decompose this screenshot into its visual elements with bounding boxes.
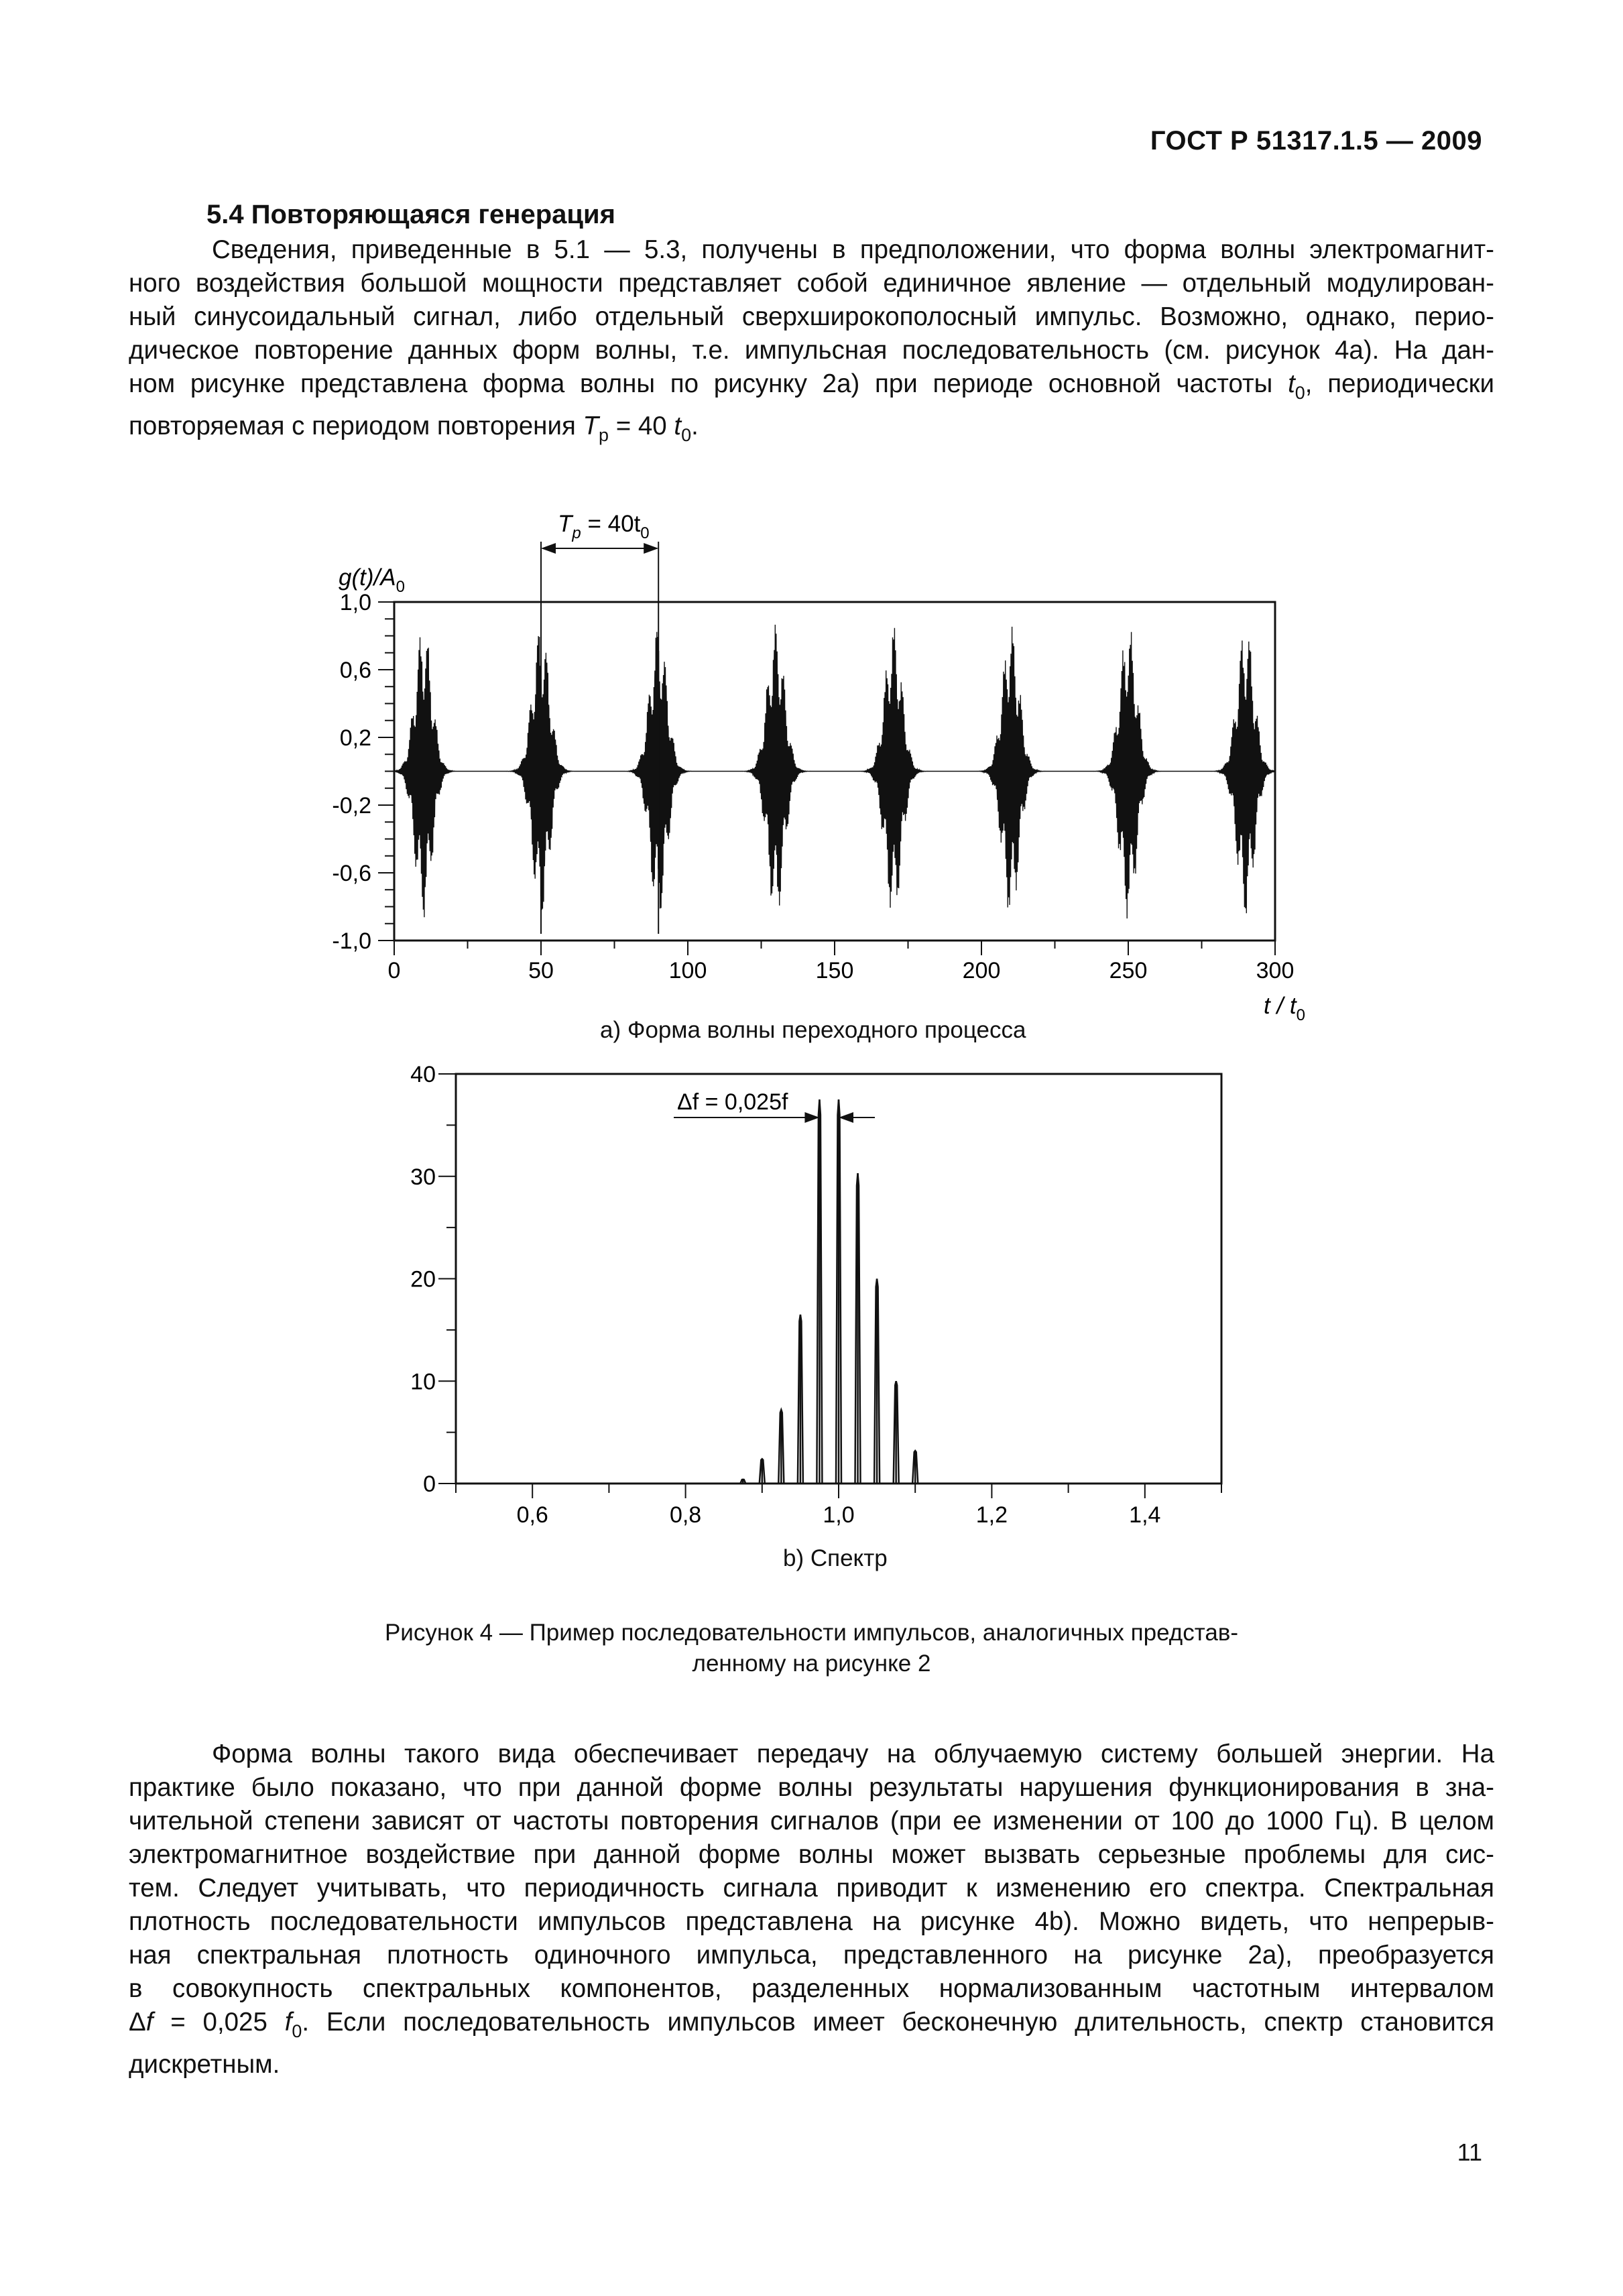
paragraph-line: ный синусоидальный сигнал, либо отдельный сверхширокополосный импульс. Возможно, однако, перио- xyxy=(129,302,1494,331)
y-tick-label: 10 xyxy=(410,1369,436,1395)
x-tick-label: 1,2 xyxy=(975,1502,1008,1528)
page-number: 11 xyxy=(1457,2138,1482,2166)
x-tick-label: 150 xyxy=(815,958,854,983)
subscript: 0 xyxy=(1295,383,1305,403)
x-tick-label: 0,8 xyxy=(669,1502,702,1528)
spacing-arrow-head xyxy=(804,1112,819,1123)
paragraph-line: в совокупность спектральных компонентов, разделенных нормализованным частотным интервалом xyxy=(129,1974,1494,2003)
x-tick-label: 0 xyxy=(387,958,401,983)
label-part: 0 xyxy=(1296,1006,1305,1024)
paragraph-line: электромагнитное воздействие при данной форме волны может вызвать серьезные проблемы для сис- xyxy=(129,1840,1494,1869)
delta-symbol: Δ xyxy=(129,2008,146,2037)
paragraph-line-tail: . Если последовательность импульсов имеет бесконечную длительность, спектр становится xyxy=(302,2008,1494,2037)
label-part: t / t xyxy=(1264,993,1297,1019)
paragraph-line: плотность последовательности импульсов представлена на рисунке 4b). Можно видеть, что непрерыв- xyxy=(129,1907,1494,1936)
y-tick-label: 30 xyxy=(410,1164,436,1190)
paragraph-line: дискретным. xyxy=(129,2050,280,2079)
figure-a-caption: а) Форма волны переходного процесса xyxy=(600,1017,1026,1043)
y-tick-label: 40 xyxy=(410,1062,436,1087)
equals-value: = 0,025 xyxy=(153,2008,285,2037)
paragraph-line: ная спектральная плотность одиночного импульса, представленного на рисунке 2а), преобразуется xyxy=(129,1941,1494,1970)
paragraph-line: практике было показано, что при данной форме волны результаты нарушения функционирования в зна- xyxy=(129,1773,1494,1802)
symbol-T: T xyxy=(583,412,599,440)
paragraph-line: тем. Следует учитывать, что периодичность сигнала приводит к изменению его спектра. Спектральная xyxy=(129,1874,1494,1902)
symbol-t: t xyxy=(1288,369,1295,398)
paragraph-line-text: повторяемая с периодом повторения xyxy=(129,412,576,440)
document-code-header: ГОСТ Р 51317.1.5 — 2009 xyxy=(1150,126,1482,156)
figure-caption-line: Рисунок 4 — Пример последовательности импульсов, аналогичных представ- xyxy=(384,1620,1239,1646)
label-part: T xyxy=(558,511,573,537)
spectrum-chart-group xyxy=(410,1062,1221,1528)
paragraph-line: Форма волны такого вида обеспечивает передачу на облучаемую систему большей энергии. На xyxy=(212,1740,1494,1768)
label-part: = 40t xyxy=(581,511,641,537)
y-tick-label: -0,6 xyxy=(332,861,371,886)
label-part: p xyxy=(572,524,581,542)
x-tick-label: 1,0 xyxy=(823,1502,855,1528)
paragraph-line-tail: = 40 xyxy=(609,412,674,440)
x-tick-label: 1,4 xyxy=(1129,1502,1161,1528)
y-tick-label: 20 xyxy=(410,1266,436,1292)
section-heading: 5.4 Повторяющаяся генерация xyxy=(206,200,615,229)
subscript: 0 xyxy=(292,2021,302,2041)
y-tick-label: 0,6 xyxy=(339,658,371,683)
subscript: 0 xyxy=(681,425,692,445)
x-tick-label: 300 xyxy=(1256,958,1295,983)
subscript: p xyxy=(599,425,609,445)
y-tick-label: 0,2 xyxy=(339,725,371,751)
x-tick-label: 50 xyxy=(528,958,554,983)
label-part: 0 xyxy=(640,524,650,542)
paragraph-line: Сведения, приведенные в 5.1 — 5.3, получены в предположении, что форма волны электромагнит- xyxy=(212,235,1494,264)
figure-caption xyxy=(0,1618,1623,1679)
paragraph-line-9 xyxy=(129,2006,1494,2048)
paragraph-line-tail: , периодически xyxy=(1305,369,1494,398)
paragraph-line: чительной степени зависят от частоты повторения сигналов (при ее изменении от 100 до 1000 Гц). В целом xyxy=(129,1807,1494,1835)
paragraph-conclusion xyxy=(129,1738,1494,2081)
spacing-arrow-head xyxy=(839,1112,853,1123)
paragraph-line: ного воздействия большой мощности представляет собой единичное явление — отдельный модулирован- xyxy=(129,269,1494,298)
x-tick-label: 0,6 xyxy=(516,1502,548,1528)
y-tick-label: -1,0 xyxy=(332,928,371,954)
x-tick-label: 200 xyxy=(962,958,1001,983)
figure-b-caption: b) Спектр xyxy=(783,1545,888,1571)
label-part: 0 xyxy=(396,578,405,596)
spacing-annotation: Δf = 0,025f xyxy=(677,1089,788,1115)
paragraph-line-text: ном рисунке представлена форма волны по рисунку 2а) при периоде основной частоты xyxy=(129,369,1273,398)
x-tick-label: 100 xyxy=(668,958,707,983)
symbol-f: f xyxy=(284,2008,292,2037)
y-tick-label: 1,0 xyxy=(339,590,371,615)
label-part: g(t)/A xyxy=(339,564,396,591)
figure-caption-line: ленному на рисунке 2 xyxy=(692,1650,931,1677)
x-tick-label: 250 xyxy=(1109,958,1148,983)
symbol-t: t xyxy=(674,412,682,440)
period: . xyxy=(691,412,699,440)
paragraph-line: дическое повторение данных форм волны, т.е. импульсная последовательность (см. рисунок 4а). На дан- xyxy=(129,336,1494,365)
y-tick-label: 0 xyxy=(423,1471,436,1497)
y-tick-label: -0,2 xyxy=(332,793,371,819)
symbol-f: f xyxy=(145,2008,154,2037)
